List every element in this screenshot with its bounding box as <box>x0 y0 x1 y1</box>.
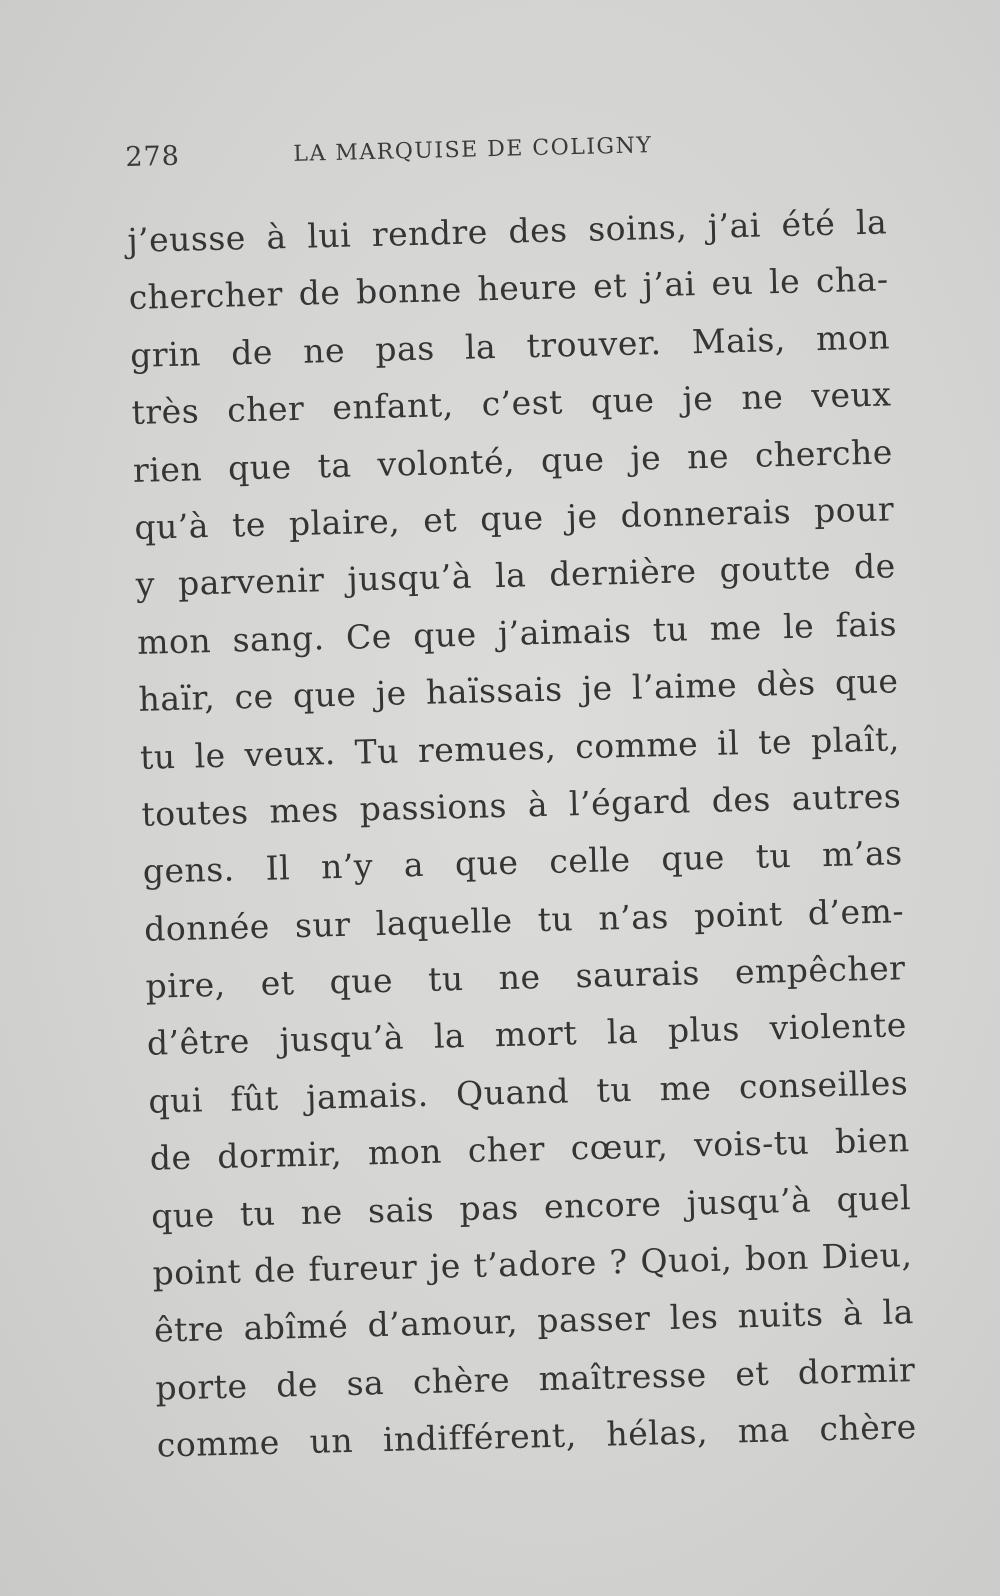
word: rendre <box>371 212 489 254</box>
word: que <box>292 674 357 716</box>
word: que <box>660 837 726 879</box>
word: veux <box>810 374 892 416</box>
word: la <box>494 555 527 596</box>
word: la <box>882 1292 915 1333</box>
word: des <box>507 210 569 251</box>
word: été <box>781 203 836 244</box>
word: je <box>682 378 714 419</box>
word: qui <box>147 1080 204 1121</box>
word: de <box>149 1137 192 1178</box>
word: tu <box>239 1193 276 1234</box>
running-title: LA MARQUISE DE COLIGNY <box>293 133 653 167</box>
word: pas <box>374 328 436 369</box>
word: j’ai <box>642 264 697 305</box>
word: que <box>479 497 545 539</box>
word: comme <box>156 1422 281 1465</box>
word: empêcher <box>734 948 906 992</box>
word: dormir <box>797 1349 916 1392</box>
word: la <box>464 326 497 367</box>
word: qu’à <box>133 506 210 547</box>
word: laquelle <box>375 900 513 943</box>
word: et <box>734 1353 770 1394</box>
word: pire, <box>145 964 227 1006</box>
word: conseilles <box>738 1063 909 1107</box>
word: mes <box>268 789 340 831</box>
word: vois-tu <box>693 1122 810 1165</box>
word: ne <box>740 377 784 418</box>
word: d’être <box>146 1021 251 1064</box>
word: a <box>403 845 425 885</box>
word: la <box>433 1016 466 1057</box>
word: pour <box>813 489 895 531</box>
word: un <box>309 1421 354 1462</box>
word: heure <box>476 267 578 309</box>
word: donnerais <box>620 491 792 535</box>
word: d’amour, <box>367 1302 519 1345</box>
word: eu <box>711 263 754 304</box>
word: Quand <box>455 1071 570 1114</box>
word: te <box>231 504 267 545</box>
word: plaît, <box>810 718 901 760</box>
word: fais <box>835 604 898 645</box>
word: que <box>150 1194 216 1236</box>
word: autres <box>791 776 902 818</box>
word: ta <box>317 445 352 485</box>
word: bien <box>834 1120 911 1162</box>
word: volonté, <box>377 441 516 484</box>
word: passions <box>359 785 508 829</box>
word: tu <box>652 609 689 649</box>
word: la <box>855 202 888 243</box>
word: celle <box>548 840 631 882</box>
word: des <box>711 779 772 820</box>
word: te <box>757 721 793 762</box>
word: cher <box>467 1129 546 1171</box>
word: d’em- <box>807 890 905 933</box>
word: me <box>659 1067 712 1109</box>
word: cher <box>226 388 305 430</box>
word: l’aime <box>631 665 738 707</box>
word: parvenir <box>177 560 325 604</box>
word: sa <box>346 1362 385 1403</box>
word: indifférent, <box>382 1415 578 1460</box>
word: enfant, <box>331 385 455 428</box>
word: de <box>275 1364 319 1405</box>
word: grin <box>129 333 202 375</box>
word: Quoi, <box>640 1239 733 1281</box>
word: nuits <box>737 1294 824 1336</box>
word: sang. <box>232 618 326 660</box>
word: point <box>693 893 784 936</box>
word: la <box>606 1012 639 1052</box>
word: cœur, <box>570 1126 669 1168</box>
word: toutes <box>140 792 249 834</box>
word: jamais. <box>305 1074 430 1117</box>
word: jusqu’à <box>686 1180 812 1223</box>
word: tu <box>139 736 177 777</box>
word: tu <box>537 898 574 939</box>
word: j’ai <box>707 205 762 246</box>
word: cha- <box>815 259 890 301</box>
word: Tu <box>354 731 400 772</box>
word: dès <box>756 663 817 704</box>
body-text <box>127 193 918 1474</box>
word: trouver. <box>526 322 662 366</box>
word: Il <box>265 848 291 889</box>
word: bonne <box>355 270 463 312</box>
word: Mais, <box>691 319 787 361</box>
word: me <box>709 607 763 648</box>
word: et <box>260 963 295 1004</box>
word: ma <box>737 1410 791 1451</box>
word: que <box>590 380 655 421</box>
word: fureur <box>307 1247 418 1289</box>
word: le <box>782 606 815 646</box>
word: chercher <box>128 274 284 318</box>
word: point <box>152 1251 242 1293</box>
word: à <box>842 1293 864 1334</box>
word: mort <box>494 1013 578 1055</box>
word: t’adore <box>473 1242 598 1285</box>
word: j’aimais <box>497 610 632 653</box>
word: ? <box>609 1242 629 1282</box>
running-head <box>125 123 886 182</box>
word: que <box>227 446 293 488</box>
word: de <box>230 332 274 373</box>
word: hélas, <box>606 1412 709 1454</box>
word: remues, <box>417 727 557 770</box>
word: Ce <box>345 616 393 657</box>
word: que <box>412 614 478 655</box>
word: mon <box>815 317 891 358</box>
page-number: 278 <box>125 140 181 173</box>
word: veux. <box>244 732 337 774</box>
word: de <box>253 1250 297 1291</box>
word: l’égard <box>568 781 692 824</box>
word: que <box>834 661 899 702</box>
word: porte <box>154 1366 248 1408</box>
word: ne <box>686 435 730 476</box>
word: que <box>329 960 394 1002</box>
word: que <box>540 438 605 480</box>
word: être <box>153 1309 225 1351</box>
word: c’est <box>481 382 564 424</box>
word: ne <box>302 330 346 371</box>
word: pas <box>458 1187 520 1228</box>
word: très <box>131 391 200 433</box>
word: je <box>566 496 598 537</box>
word: lui <box>306 215 352 256</box>
word: bon <box>744 1237 810 1279</box>
word: que <box>454 842 519 884</box>
word: saurais <box>575 953 701 996</box>
word: violente <box>769 1005 908 1048</box>
word: je <box>581 668 614 709</box>
word: ne <box>498 957 541 998</box>
word: j’eusse <box>126 218 247 260</box>
word: abîmé <box>243 1306 349 1348</box>
word: jusqu’à <box>347 557 473 600</box>
word: Dieu, <box>821 1235 913 1277</box>
word: plus <box>667 1009 741 1051</box>
word: comme <box>574 723 699 766</box>
word: cherche <box>754 431 894 475</box>
word: ce <box>234 676 275 717</box>
word: mon <box>367 1131 443 1173</box>
word: le <box>768 261 801 302</box>
word: chère <box>412 1359 511 1402</box>
word: de <box>853 546 897 587</box>
word: dormir, <box>216 1134 343 1177</box>
word: fût <box>229 1078 280 1119</box>
word: jusqu’à <box>279 1017 405 1060</box>
word: maîtresse <box>538 1354 708 1399</box>
word: tu <box>427 959 465 999</box>
word: n’y <box>320 846 374 887</box>
word: mon <box>136 620 212 662</box>
word: donnée <box>143 906 271 949</box>
word: dernière <box>548 551 697 595</box>
word: je <box>629 437 662 478</box>
word: tu <box>755 836 792 877</box>
word: sais <box>367 1189 435 1231</box>
word: plaire, <box>288 501 401 544</box>
word: sur <box>294 904 351 945</box>
word: et <box>422 499 458 540</box>
word: goutte <box>719 548 832 590</box>
word: le <box>194 735 227 775</box>
word: il <box>716 722 740 763</box>
word: de <box>298 273 341 314</box>
word: et <box>592 266 628 306</box>
word: tu <box>596 1069 633 1110</box>
word: ne <box>300 1191 344 1232</box>
word: à <box>527 784 549 825</box>
word: m’as <box>821 833 904 875</box>
word: je <box>375 673 408 714</box>
word: chère <box>819 1407 918 1449</box>
word: passer <box>536 1298 651 1341</box>
word: quel <box>836 1177 912 1219</box>
word: n’as <box>598 896 670 938</box>
word: les <box>669 1297 719 1338</box>
page-content <box>125 123 917 1474</box>
word: je <box>429 1246 462 1286</box>
word: soins, <box>587 207 688 249</box>
word: haïr, <box>138 678 216 719</box>
word: à <box>265 217 288 257</box>
word: haïssais <box>425 669 563 712</box>
word: encore <box>543 1183 662 1226</box>
word: gens. <box>142 849 236 892</box>
word: y <box>135 564 156 605</box>
word: rien <box>132 448 203 490</box>
